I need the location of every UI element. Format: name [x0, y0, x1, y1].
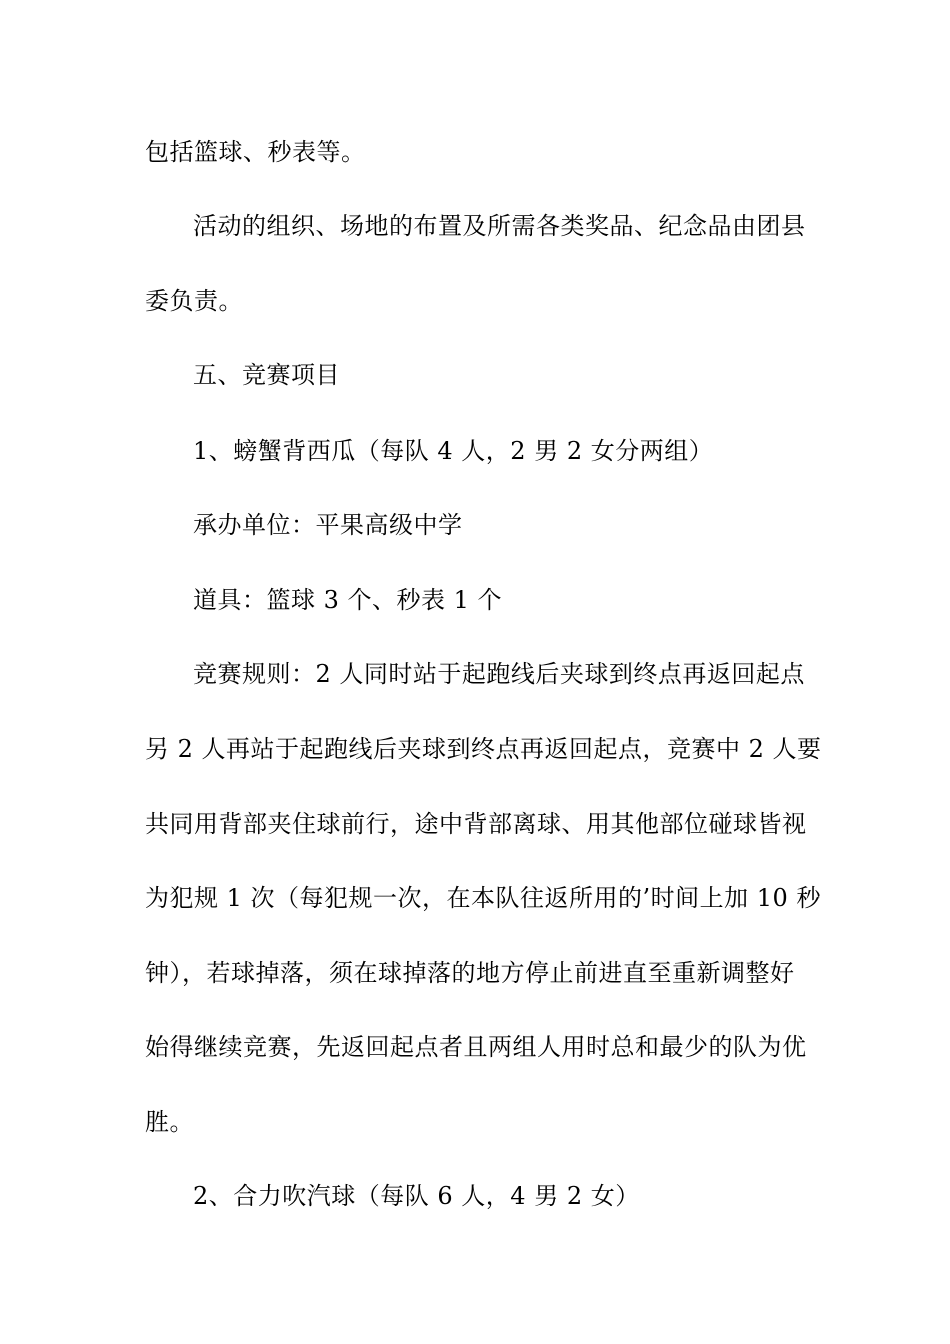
event-heading-1: 1、螃蟹背西瓜（每队 4 人，2 男 2 女分两组）: [193, 437, 714, 465]
rules-line-6: 始得继续竞赛，先返回起点者且两组人用时总和最少的队为优: [145, 1033, 807, 1061]
rules-line-7: 胜。: [145, 1108, 194, 1136]
rules-line-4: 为犯规 1 次（每犯规一次，在本队往返所用的’时间上加 10 秒: [145, 884, 821, 912]
rules-line-2: 另 2 人再站于起跑线后夹球到终点再返回起点，竞赛中 2 人要: [145, 735, 822, 763]
text-line-3: 委负责。: [145, 287, 243, 315]
rules-line-5: 钟），若球掉落，须在球掉落的地方停止前进直至重新调整好: [145, 959, 795, 987]
rules-line-1: 竞赛规则：2 人同时站于起跑线后夹球到终点再返回起点: [193, 660, 805, 688]
section-heading-five: 五、竞赛项目: [193, 361, 340, 389]
text-line-1: 包括篮球、秒表等。: [145, 138, 366, 166]
rules-line-3: 共同用背部夹住球前行，途中背部离球、用其他部位碰球皆视: [145, 810, 807, 838]
organizer-line: 承办单位：平果高级中学: [193, 511, 463, 539]
props-line: 道具：篮球 3 个、秒表 1 个: [193, 586, 503, 614]
text-line-2: 活动的组织、场地的布置及所需各类奖品、纪念品由团县: [193, 212, 806, 240]
event-heading-2: 2、合力吹汽球（每队 6 人，4 男 2 女）: [193, 1182, 640, 1210]
